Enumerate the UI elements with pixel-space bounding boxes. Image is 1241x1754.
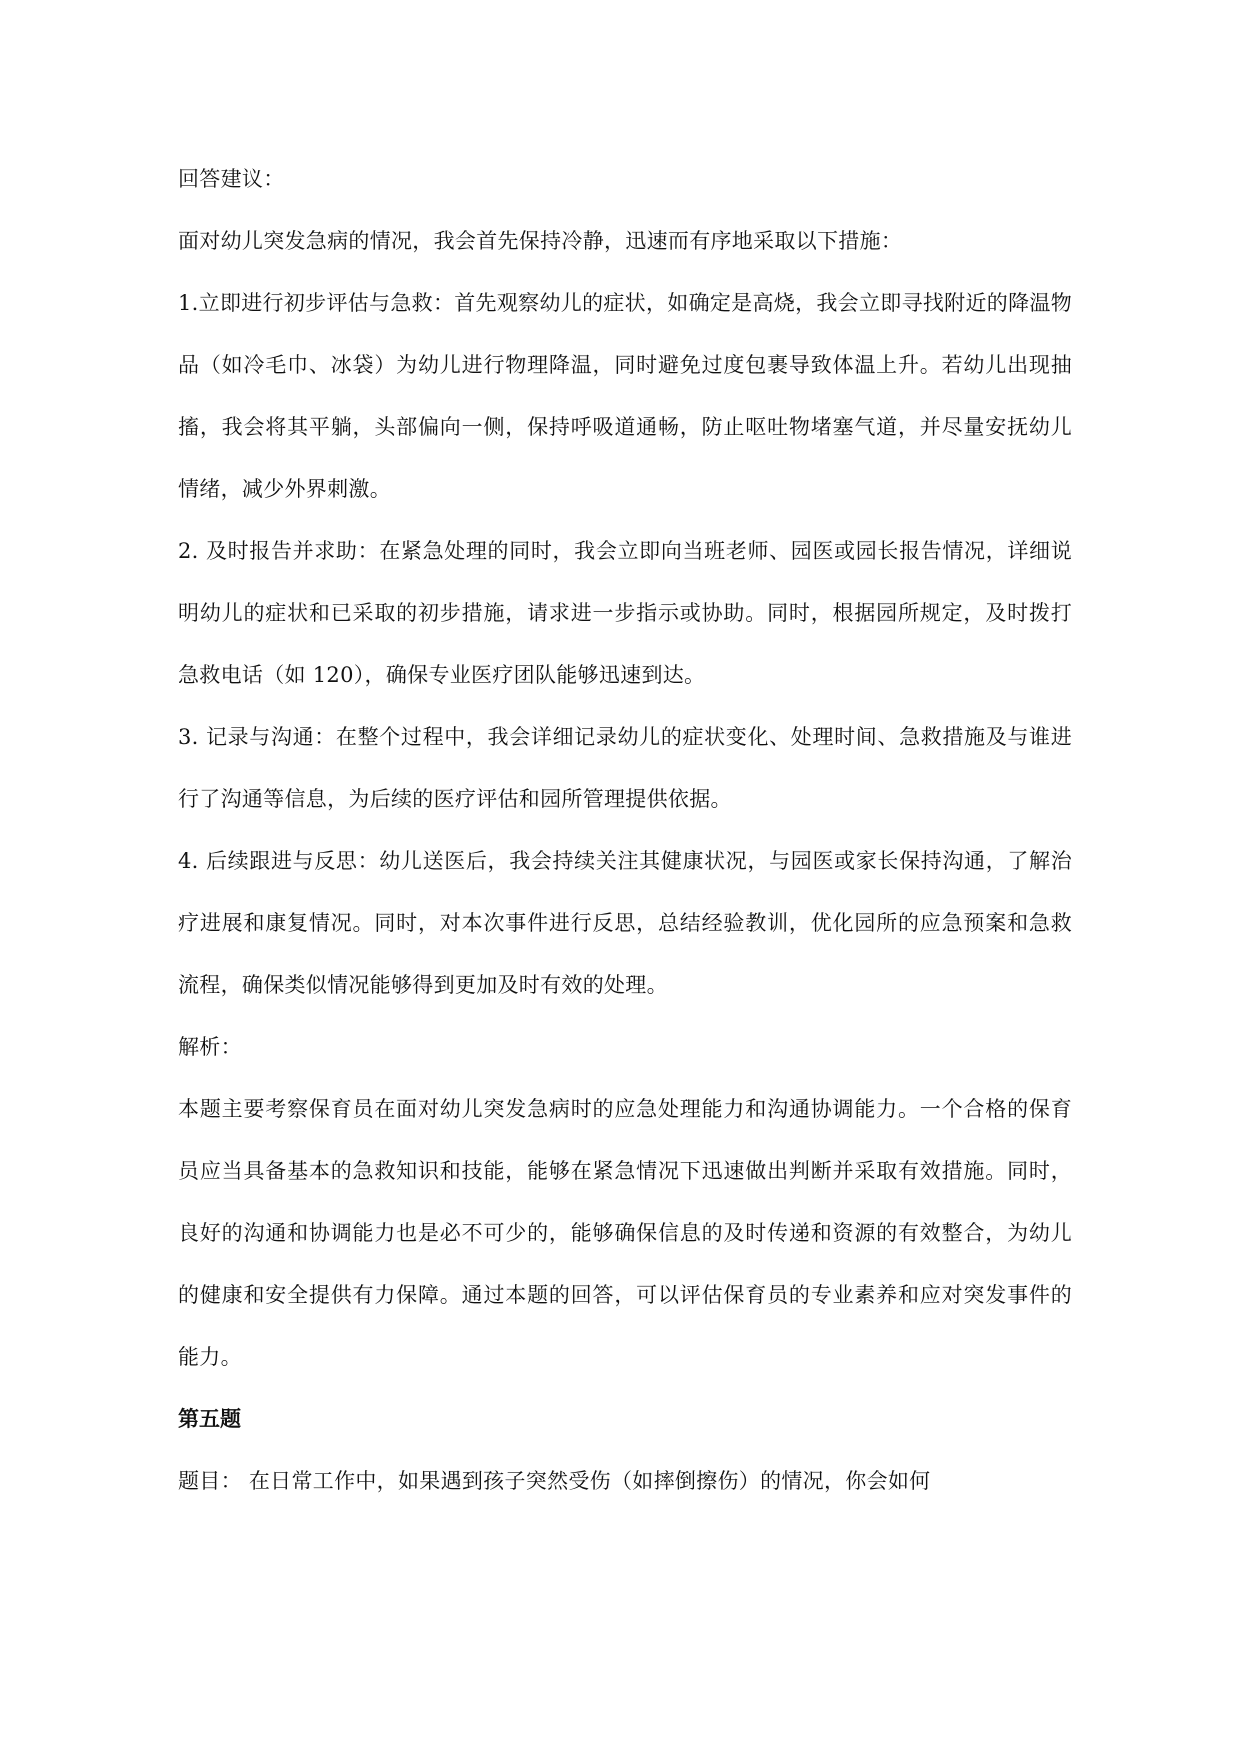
section-title: 第五题 xyxy=(178,1407,241,1431)
step-4-paragraph: 4. 后续跟进与反思：幼儿送医后，我会持续关注其健康状况，与园医或家长保持沟通，了解治疗进展和康复情况。同时，对本次事件进行反思，总结经验教训，优化园所的应急预案和急救流程，确保类似情况能够得到更加及时有效的处理。 xyxy=(178,849,1072,997)
intro-paragraph: 面对幼儿突发急病的情况，我会首先保持冷静，迅速而有序地采取以下措施： xyxy=(178,229,903,253)
answer-steps xyxy=(178,272,1072,1016)
answer-label: 回答建议： xyxy=(178,167,285,191)
step-1-paragraph: 1.立即进行初步评估与急救：首先观察幼儿的症状，如确定是高烧，我会立即寻找附近的降温物品（如冷毛巾、冰袋）为幼儿进行物理降温，同时避免过度包裹导致体温上升。若幼儿出现抽搐，我会将其平躺，头部偏向一侧，保持呼吸道通畅，防止呕吐物堵塞气道，并尽量安抚幼儿情绪，减少外界刺激。 xyxy=(178,291,1072,501)
document-body xyxy=(178,148,1072,1512)
analysis-label: 解析： xyxy=(178,1035,242,1059)
step-2-paragraph: 2. 及时报告并求助：在紧急处理的同时，我会立即向当班老师、园医或园长报告情况，详细说明幼儿的症状和已采取的初步措施，请求进一步指示或协助。同时，根据园所规定，及时拨打急救电话（如 120），确保专业医疗团队能够迅速到达。 xyxy=(178,539,1072,687)
step-3-paragraph: 3. 记录与沟通：在整个过程中，我会详细记录幼儿的症状变化、处理时间、急救措施及与谁进行了沟通等信息，为后续的医疗评估和园所管理提供依据。 xyxy=(178,725,1072,811)
analysis-paragraph: 本题主要考察保育员在面对幼儿突发急病时的应急处理能力和沟通协调能力。一个合格的保育员应当具备基本的急救知识和技能，能够在紧急情况下迅速做出判断并采取有效措施。同时，良好的沟通和协调能力也是必不可少的，能够确保信息的及时传递和资源的有效整合，为幼儿的健康和安全提供有力保障。通过本题的回答，可以评估保育员的专业素养和应对突发事件的能力。 xyxy=(178,1097,1072,1369)
question-paragraph: 题目： 在日常工作中，如果遇到孩子突然受伤（如摔倒擦伤）的情况，你会如何 xyxy=(178,1469,931,1493)
